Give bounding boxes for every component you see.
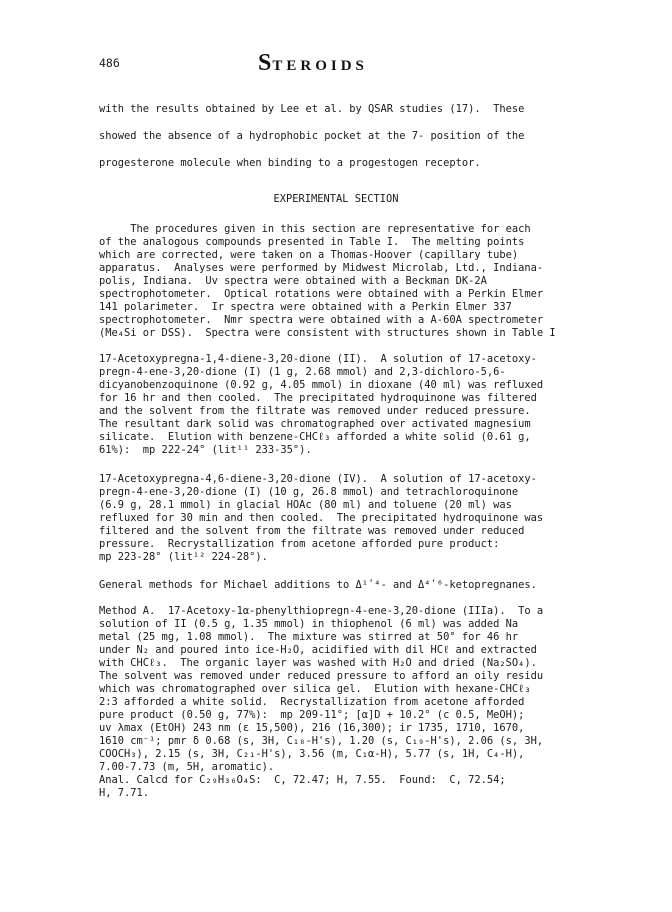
- paragraph-line: which are corrected, were taken on a Thomas-Hoover (capillary tube): [99, 249, 519, 261]
- intro-line: showed the absence of a hydrophobic pocket at the 7- position of the: [99, 130, 525, 142]
- paragraph-line: 2:3 afforded a white solid. Recrystallization from acetone afforded: [99, 696, 525, 708]
- paragraph-line: spectrophotometer. Nmr spectra were obtained with a A-60A spectrometer: [99, 314, 544, 326]
- paragraph-line: uv λmax (EtOH) 243 nm (ε 15,500), 216 (16,300); ir 1735, 1710, 1670,: [99, 722, 525, 734]
- paragraph-line: 61%): mp 222-24° (lit¹¹ 233-35°).: [99, 444, 312, 456]
- paragraph-line: The procedures given in this section are representative for each: [99, 223, 531, 235]
- paragraph-line: The resultant dark solid was chromatographed over activated magnesium: [99, 418, 531, 430]
- page-number: 486: [99, 56, 120, 70]
- paragraph-line: and the solvent from the filtrate was removed under reduced pressure.: [99, 405, 531, 417]
- paragraph-line: mp 223-28° (lit¹² 224-28°).: [99, 551, 268, 563]
- paragraph-line: 1610 cm⁻¹; pmr δ 0.68 (s, 3H, C₁₈-H's), 1.20 (s, C₁₉-H's), 2.06 (s, 3H,: [99, 735, 544, 747]
- paragraph-line: under N₂ and poured into ice-H₂O, acidified with dil HCℓ and extracted: [99, 644, 537, 656]
- paragraph-line: refluxed for 30 min and then cooled. The precipitated hydroquinone was: [99, 512, 544, 524]
- journal-logo: [258, 50, 368, 77]
- paragraph-line: pressure. Recrystallization from acetone afforded pure product:: [99, 538, 500, 550]
- paragraph-line: with CHCℓ₃. The organic layer was washed with H₂O and dried (Na₂SO₄).: [99, 657, 537, 669]
- paragraph-line: The solvent was removed under reduced pressure to afford an oily residu: [99, 670, 544, 682]
- paragraph-line: spectrophotometer. Optical rotations were obtained with a Perkin Elmer: [99, 288, 544, 300]
- paragraph-line: (Me₄Si or DSS). Spectra were consistent with structures shown in Table I: [99, 327, 556, 339]
- paragraph-line: Method A. 17-Acetoxy-1α-phenylthiopregn-4-ene-3,20-dione (IIIa). To a: [99, 605, 544, 617]
- intro-line: progesterone molecule when binding to a progestogen receptor.: [99, 157, 481, 169]
- paragraph-line: H, 7.71.: [99, 787, 150, 799]
- paragraph-line: 17-Acetoxypregna-1,4-diene-3,20-dione (II). A solution of 17-acetoxy-: [99, 353, 537, 365]
- general-methods-line: General methods for Michael additions to Δ¹ʹ⁴- and Δ⁴ʹ⁶-ketopregnanes.: [99, 579, 537, 591]
- paragraph-line: Anal. Calcd for C₂₉H₃₆O₄S: C, 72.47; H, 7.55. Found: C, 72.54;: [99, 774, 506, 786]
- intro-line: with the results obtained by Lee et al. by QSAR studies (17). These: [99, 103, 525, 115]
- paragraph-line: solution of II (0.5 g, 1.35 mmol) in thiophenol (6 ml) was added Na: [99, 618, 519, 630]
- paragraph-line: dicyanobenzoquinone (0.92 g, 4.05 mmol) in dioxane (40 ml) was refluxed: [99, 379, 544, 391]
- paragraph-line: apparatus. Analyses were performed by Midwest Microlab, Ltd., Indiana-: [99, 262, 544, 274]
- paragraph-line: for 16 hr and then cooled. The precipitated hydroquinone was filtered: [99, 392, 537, 404]
- section-title: EXPERIMENTAL SECTION: [273, 193, 399, 205]
- paragraph-line: polis, Indiana. Uv spectra were obtained with a Beckman DK-2A: [99, 275, 487, 287]
- paragraph-line: pregn-4-ene-3,20-dione (I) (1 g, 2.68 mmol) and 2,3-dichloro-5,6-: [99, 366, 506, 378]
- journal-logo-initial: S: [258, 50, 273, 76]
- paragraph-line: filtered and the solvent from the filtrate was removed under reduced: [99, 525, 525, 537]
- paragraph-line: pregn-4-ene-3,20-dione (I) (10 g, 26.8 mmol) and tetrachloroquinone: [99, 486, 519, 498]
- paragraph-line: of the analogous compounds presented in Table I. The melting points: [99, 236, 525, 248]
- paragraph-line: 141 polarimeter. Ir spectra were obtained with a Perkin Elmer 337: [99, 301, 512, 313]
- paragraph-line: 7.00-7.73 (m, 5H, aromatic).: [99, 761, 275, 773]
- paragraph-line: which was chromatographed over silica gel. Elution with hexane-CHCℓ₃: [99, 683, 531, 695]
- paragraph-line: 17-Acetoxypregna-4,6-diene-3,20-dione (IV). A solution of 17-acetoxy-: [99, 473, 537, 485]
- paragraph-line: COOCH₃), 2.15 (s, 3H, C₂₁-H's), 3.56 (m, C₁α-H), 5.77 (s, 1H, C₄-H),: [99, 748, 525, 760]
- paragraph-line: silicate. Elution with benzene-CHCℓ₃ afforded a white solid (0.61 g,: [99, 431, 531, 443]
- paragraph-line: metal (25 mg, 1.08 mmol). The mixture was stirred at 50° for 46 hr: [99, 631, 519, 643]
- paragraph-line: pure product (0.50 g, 77%): mp 209-11°; [α]D + 10.2° (c 0.5, MeOH);: [99, 709, 525, 721]
- paragraph-line: (6.9 g, 28.1 mmol) in glacial HOAc (80 ml) and toluene (20 ml) was: [99, 499, 512, 511]
- journal-logo-rest: TEROIDS: [272, 58, 368, 74]
